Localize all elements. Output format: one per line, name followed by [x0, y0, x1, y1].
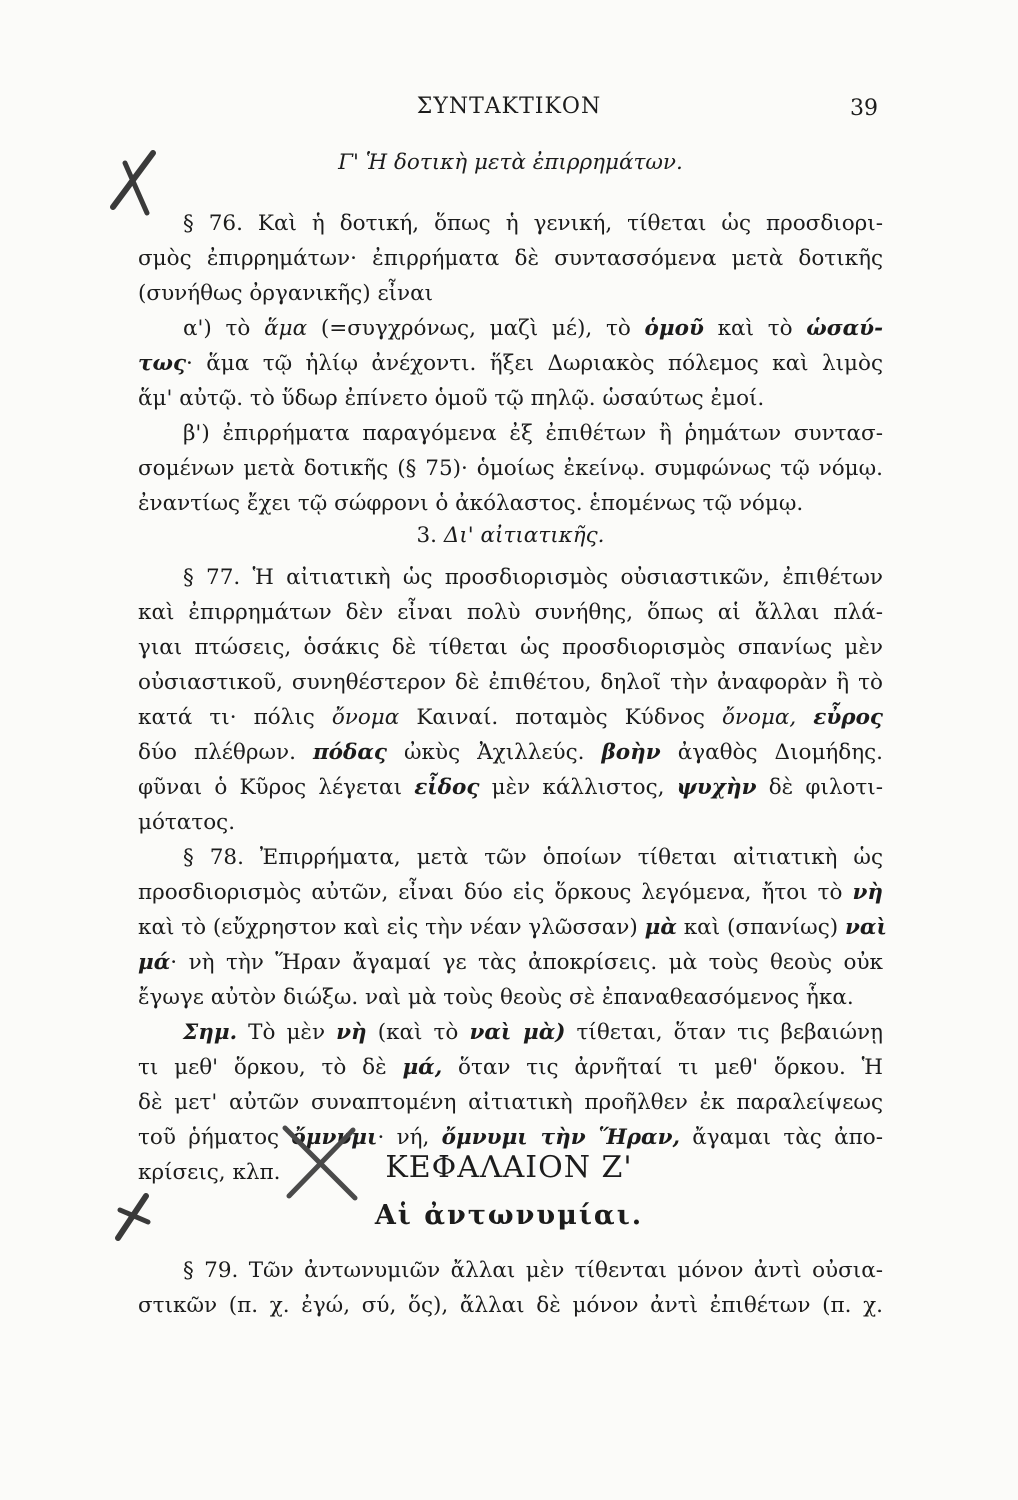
text-run: μὲν κάλλιστος, [479, 775, 677, 800]
p79-line-2: στικῶν (π. χ. ἐγώ, σύ, ὅς), ἄλλαι δὲ μόνον ἀντὶ ἐπιθέτων (π. χ. [138, 1293, 883, 1318]
emphasis: μά [138, 950, 171, 975]
text-run: ἄγαμαι τὰς ἀπο- [679, 1125, 883, 1150]
emphasis: ψυχὴν [676, 775, 757, 800]
text-run: (=συγχρόνως, μαζὶ μέ), τὸ [307, 316, 645, 341]
emphasis: εὖρος [813, 705, 884, 730]
note-line-1 [138, 1017, 883, 1049]
p77-line-2: καὶ ἐπιρρημάτων δὲν εἶναι πολὺ συνήθης, ὅπως αἱ ἄλλαι πλά- [138, 600, 883, 625]
emphasis: μὰ [644, 915, 677, 940]
emphasis: ὄμνυμι [291, 1125, 378, 1150]
p77-line-7 [138, 772, 883, 804]
p77-line-1: § 77. Ἡ αἰτιατικὴ ὡς προσδιορισμὸς οὐσιαστικῶν, ἐπιθέτων [183, 565, 883, 590]
p78-line-3 [138, 912, 887, 944]
chapter-subtitle: Αἱ ἀντωνυμίαι. [374, 1200, 644, 1231]
emphasis: ὄμνυμι τὴν Ἥραν, [441, 1125, 680, 1150]
text-run: καὶ τὸ (εὔχρηστον καὶ εἰς τὴν νέαν γλῶσσαν) [138, 915, 645, 940]
emphasis: πόδας [312, 740, 387, 765]
text-run: · νή, [377, 1125, 442, 1150]
p76-line-4 [138, 313, 883, 345]
p76-line-6: ἅμ' αὐτῷ. τὸ ὕδωρ ἐπίνετο ὁμοῦ τῷ πηλῷ. ὡσαύτως ἐμοί. [138, 386, 765, 411]
section-number: 3. [416, 523, 437, 548]
text-run: (καὶ τὸ [366, 1020, 470, 1045]
note-line-5: κρίσεις, κλπ. [138, 1160, 281, 1185]
emphasis: μά, [402, 1055, 443, 1080]
p78-line-2 [138, 877, 883, 909]
emphasis: ὁμοῦ [644, 316, 704, 341]
p79-line-1: § 79. Τῶν ἀντωνυμιῶν ἄλλαι μὲν τίθενται μόνον ἀντὶ οὐσια- [183, 1258, 883, 1283]
text-run: κατά τι· πόλις [138, 705, 332, 730]
note-line-3: δὲ μετ' αὐτῶν συναπτομένη αἰτιατικὴ προῆλθεν ἐκ παραλείψεως [138, 1090, 883, 1115]
text-run: φῦναι ὁ Κῦρος λέγεται [138, 775, 415, 800]
emphasis: ναὶ [844, 915, 887, 940]
text-run: καὶ (σπανίως) [676, 915, 845, 940]
emphasis: νὴ [336, 1020, 367, 1045]
p78-line-1: § 78. Ἐπιρρήματα, μετὰ τῶν ὁποίων τίθεται αἰτιατικὴ ὡς [183, 845, 883, 870]
note-label: Σημ. [183, 1020, 238, 1045]
section-title: Δι' αἰτιατικῆς. [437, 523, 605, 548]
running-head: ΣΥΝΤΑΚΤΙΚΟΝ [416, 94, 602, 119]
emphasis: νὴ [852, 880, 883, 905]
emphasis: εἶδος [414, 775, 480, 800]
note-line-2 [138, 1052, 883, 1084]
p77-line-5 [138, 702, 883, 734]
emphasis: τως [138, 351, 187, 376]
p76-line-8: σομένων μετὰ δοτικῆς (§ 75)· ὁμοίως ἐκείνῳ. συμφώνως τῷ νόμῳ. [138, 456, 883, 481]
emphasis: ὄνομα, [721, 705, 797, 730]
text-run: προσδιορισμὸς αὐτῶν, εἶναι δύο εἰς ὅρκους λεγόμενα, ἤτοι τὸ [138, 880, 853, 905]
text-run: τοῦ ῥήματος [138, 1125, 292, 1150]
section-heading-g: Γ' Ἡ δοτικὴ μετὰ ἐπιρρημάτων. [338, 150, 683, 175]
text-run: καὶ τὸ [703, 316, 807, 341]
p76-line-5 [138, 348, 883, 380]
text-run: Τὸ μὲν [237, 1020, 337, 1045]
p76-line-9: ἐναντίως ἔχει τῷ σώφρονι ὁ ἀκόλαστος. ἑπομένως τῷ νόμῳ. [138, 491, 804, 516]
chapter-title: ΚΕΦΑΛΑΙΟΝ Ζ' [385, 1150, 633, 1185]
section-heading-3 [138, 520, 883, 552]
text-run: · νὴ τὴν Ἥραν ἄγαμαί γε τὰς ἀποκρίσεις. μὰ τοὺς θεοὺς οὐκ [170, 950, 883, 975]
text-run: τι μεθ' ὅρκου, τὸ δὲ [138, 1055, 403, 1080]
emphasis: ὄνομα [331, 705, 400, 730]
text-run: Καιναί. ποταμὸς Κύδνος [399, 705, 722, 730]
text-run: ἀγαθὸς Διομήδης. [660, 740, 884, 765]
p77-line-4: οὐσιαστικοῦ, συνηθέστερον δὲ ἐπιθέτου, δηλοῖ τὴν ἀναφορὰν ἢ τὸ [138, 670, 883, 695]
text-run: ὠκὺς Ἀχιλλεύς. [387, 740, 602, 765]
p77-line-6 [138, 737, 883, 769]
emphasis: βοὴν [601, 740, 661, 765]
emphasis: ὡσαύ- [806, 316, 883, 341]
p76-line-1: § 76. Καὶ ἡ δοτική, ὅπως ἡ γενική, τίθεται ὡς προσδιορι- [183, 211, 883, 236]
text-run: α') τὸ [183, 316, 265, 341]
p76-line-3: (συνήθως ὀργανικῆς) εἶναι [138, 281, 434, 306]
p76-line-7: β') ἐπιρρήματα παραγόμενα ἐξ ἐπιθέτων ἢ ῥημάτων συντασ- [183, 421, 883, 446]
p76-line-2: σμὸς ἐπιρρημάτων· ἐπιρρήματα δὲ συντασσόμενα μετὰ δοτικῆς [138, 246, 883, 271]
text-run: τίθεται, ὅταν τις βεβαιώνῃ [565, 1020, 883, 1045]
emphasis: ναὶ μὰ) [469, 1020, 566, 1045]
p78-line-4 [138, 947, 883, 979]
p78-line-5: ἔγωγε αὐτὸν διώξω. ναὶ μὰ τοὺς θεοὺς σὲ ἐπαναθεασόμενος ἧκα. [138, 985, 854, 1010]
emphasis: ἅμα [264, 316, 308, 341]
text-run: δὲ φιλοτι- [756, 775, 884, 800]
text-run: δύο πλέθρων. [138, 740, 313, 765]
p77-line-3: γιαι πτώσεις, ὁσάκις δὲ τίθεται ὡς προσδιορισμὸς σπανίως μὲν [138, 635, 883, 660]
text-run: ὅταν τις ἀρνῆταί τι μεθ' ὅρκου. Ἡ [442, 1055, 883, 1080]
page-number: 39 [850, 96, 878, 121]
text-run: · ἅμα τῷ ἡλίῳ ἀνέχοντι. ἥξει Δωριακὸς πόλεμος καὶ λιμὸς [186, 351, 883, 376]
text-run [796, 705, 813, 730]
p77-line-8: μότατος. [138, 810, 236, 835]
